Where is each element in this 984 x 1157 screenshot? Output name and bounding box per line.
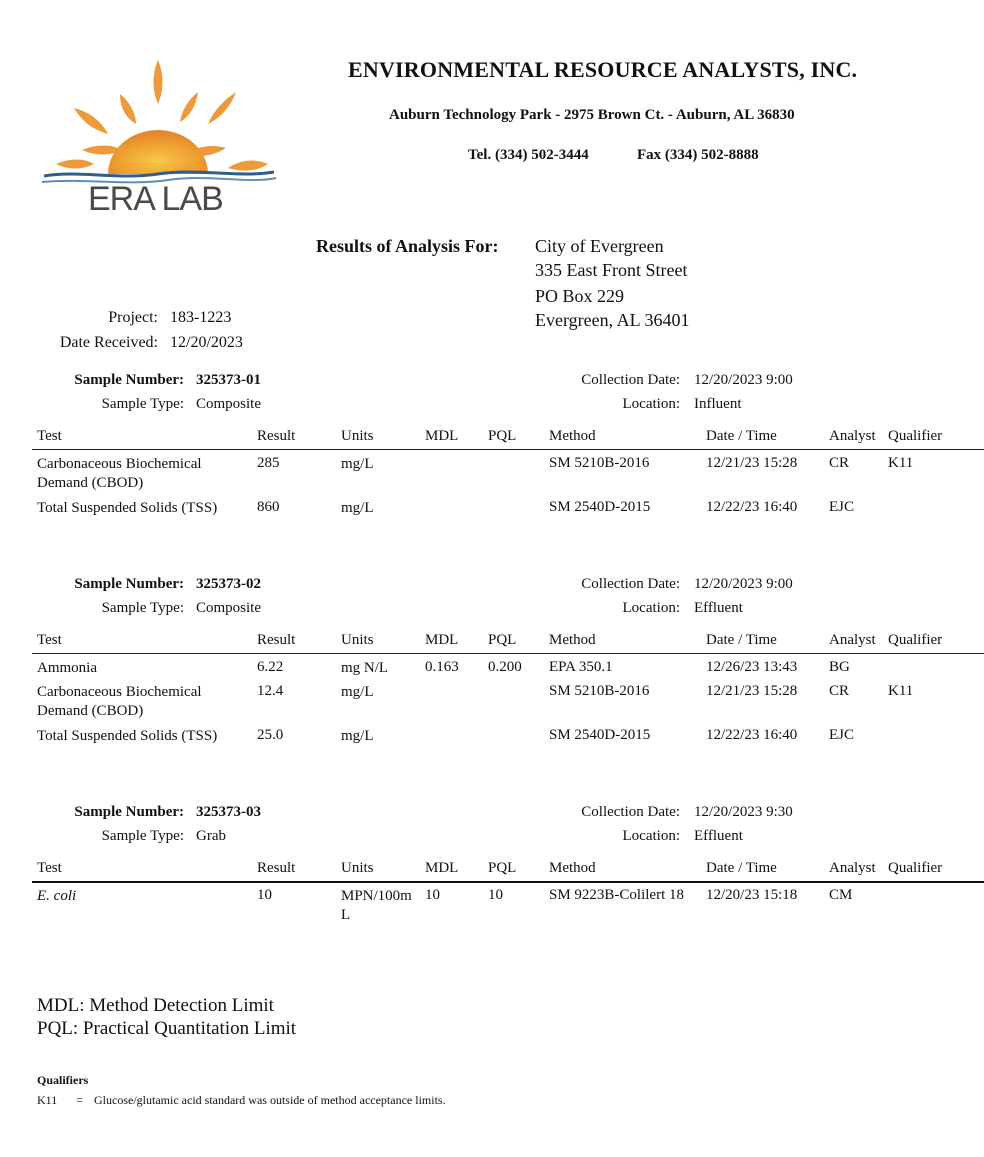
table-header-rule [32, 449, 984, 450]
column-header-date-time: Date / Time [706, 428, 777, 444]
collection-date-label: Collection Date: [581, 372, 680, 388]
cell-analyst: CR [829, 683, 850, 699]
cell-method: SM 2540D-2015 [549, 727, 651, 743]
qualifier-eq: = [76, 1093, 84, 1107]
cell-units: MPN/100m L [341, 888, 412, 923]
location-value: Effluent [694, 600, 743, 616]
cell-method: SM 2540D-2015 [549, 499, 651, 515]
column-header-test: Test [37, 428, 62, 444]
cell-analyst: CR [829, 455, 850, 471]
cell-result: 25.0 [257, 727, 284, 743]
cell-test: Ammonia [37, 660, 97, 676]
column-header-method: Method [549, 428, 596, 444]
location-label: Location: [622, 396, 680, 412]
column-header-pql: PQL [488, 632, 517, 648]
column-header-qualifier: Qualifier [888, 632, 943, 648]
cell-test: Carbonaceous Biochemical Demand (CBOD) [37, 684, 202, 719]
sample-type-label: Sample Type: [101, 396, 184, 412]
table-header-rule [32, 881, 984, 883]
location-value: Influent [694, 396, 742, 412]
company-name: ENVIRONMENTAL RESOURCE ANALYSTS, INC. [348, 57, 858, 82]
cell-test: Total Suspended Solids (TSS) [37, 728, 218, 744]
collection-date-label: Collection Date: [581, 804, 680, 820]
results-for-label: Results of Analysis For: [316, 236, 499, 256]
cell-date-time: 12/21/23 15:28 [706, 455, 798, 471]
sample-type-value: Composite [196, 600, 262, 616]
qualifiers-heading: Qualifiers [37, 1073, 89, 1087]
column-header-units: Units [341, 860, 374, 876]
cell-units: mg/L [341, 456, 374, 472]
column-header-test: Test [37, 632, 62, 648]
column-header-units: Units [341, 428, 374, 444]
cell-test: Total Suspended Solids (TSS) [37, 500, 218, 516]
location-label: Location: [622, 828, 680, 844]
sample-number-value: 325373-03 [196, 804, 261, 820]
cell-analyst: BG [829, 659, 850, 675]
cell-date-time: 12/21/23 15:28 [706, 683, 798, 699]
collection-date-value: 12/20/2023 9:00 [694, 576, 793, 592]
cell-date-time: 12/22/23 16:40 [706, 499, 798, 515]
column-header-mdl: MDL [425, 860, 459, 876]
column-header-analyst: Analyst [829, 632, 876, 648]
column-header-date-time: Date / Time [706, 632, 777, 648]
column-header-result: Result [257, 428, 296, 444]
sample-type-value: Composite [196, 396, 262, 412]
cell-analyst: EJC [829, 727, 855, 743]
column-header-date-time: Date / Time [706, 860, 777, 876]
cell-date-time: 12/22/23 16:40 [706, 727, 798, 743]
cell-units: mg/L [341, 728, 374, 744]
cell-method: EPA 350.1 [549, 659, 613, 675]
qualifier-code: K11 [37, 1093, 58, 1107]
cell-result: 12.4 [257, 683, 284, 699]
sample-number-value: 325373-02 [196, 576, 261, 592]
cell-mdl: 10 [425, 887, 440, 903]
qualifier-item [37, 1093, 446, 1108]
column-header-pql: PQL [488, 860, 517, 876]
date-received-value: 12/20/2023 [170, 334, 243, 351]
cell-qualifier: K11 [888, 683, 914, 699]
client-pobox: PO Box 229 [535, 286, 625, 306]
cell-date-time: 12/26/23 13:43 [706, 659, 798, 675]
logo-text: ERA LAB [88, 180, 223, 218]
company-phone: Tel. (334) 502-3444 [468, 147, 589, 163]
cell-units: mg/L [341, 500, 374, 516]
column-header-qualifier: Qualifier [888, 428, 943, 444]
cell-method: SM 5210B-2016 [549, 455, 650, 471]
company-address: Auburn Technology Park - 2975 Brown Ct. - Auburn, AL 36830 [389, 107, 795, 123]
cell-analyst: CM [829, 887, 853, 903]
sample-type-label: Sample Type: [101, 600, 184, 616]
sample-type-label: Sample Type: [101, 828, 184, 844]
collection-date-label: Collection Date: [581, 576, 680, 592]
era-lab-logo [38, 52, 278, 222]
pql-legend: PQL: Practical Quantitation Limit [37, 1018, 297, 1039]
column-header-mdl: MDL [425, 632, 459, 648]
cell-method: SM 9223B-Colilert 18 [549, 887, 685, 903]
sample-number-value: 325373-01 [196, 372, 261, 388]
sample-number-label: Sample Number: [74, 576, 184, 592]
column-header-analyst: Analyst [829, 860, 876, 876]
column-header-result: Result [257, 860, 296, 876]
cell-method: SM 5210B-2016 [549, 683, 650, 699]
cell-result: 285 [257, 455, 280, 471]
cell-pql: 10 [488, 887, 503, 903]
cell-qualifier: K11 [888, 455, 914, 471]
column-header-mdl: MDL [425, 428, 459, 444]
cell-result: 10 [257, 887, 272, 903]
column-header-qualifier: Qualifier [888, 860, 943, 876]
cell-result: 6.22 [257, 659, 284, 675]
cell-date-time: 12/20/23 15:18 [706, 887, 798, 903]
cell-mdl: 0.163 [425, 659, 459, 675]
cell-units: mg/L [341, 684, 374, 700]
table-header-rule [32, 653, 984, 654]
collection-date-value: 12/20/2023 9:00 [694, 372, 793, 388]
client-city: Evergreen, AL 36401 [535, 310, 690, 330]
column-header-method: Method [549, 860, 596, 876]
location-label: Location: [622, 600, 680, 616]
column-header-method: Method [549, 632, 596, 648]
company-fax: Fax (334) 502-8888 [637, 147, 759, 163]
location-value: Effluent [694, 828, 743, 844]
sample-number-label: Sample Number: [74, 372, 184, 388]
column-header-units: Units [341, 632, 374, 648]
column-header-analyst: Analyst [829, 428, 876, 444]
cell-pql: 0.200 [488, 659, 522, 675]
cell-analyst: EJC [829, 499, 855, 515]
column-header-result: Result [257, 632, 296, 648]
column-header-pql: PQL [488, 428, 517, 444]
date-received-label: Date Received: [59, 334, 158, 351]
cell-test: Carbonaceous Biochemical Demand (CBOD) [37, 456, 202, 491]
column-header-test: Test [37, 860, 62, 876]
cell-result: 860 [257, 499, 280, 515]
project-label: Project: [108, 309, 158, 326]
client-street: 335 East Front Street [535, 260, 688, 280]
cell-units: mg N/L [341, 660, 389, 676]
client-name: City of Evergreen [535, 236, 664, 256]
cell-test: E. coli [37, 888, 77, 904]
sample-type-value: Grab [196, 828, 226, 844]
project-value: 183-1223 [170, 309, 232, 326]
sample-number-label: Sample Number: [74, 804, 184, 820]
mdl-legend: MDL: Method Detection Limit [37, 995, 274, 1016]
qualifier-text: Glucose/glutamic acid standard was outside of method acceptance limits. [94, 1093, 446, 1107]
collection-date-value: 12/20/2023 9:30 [694, 804, 793, 820]
